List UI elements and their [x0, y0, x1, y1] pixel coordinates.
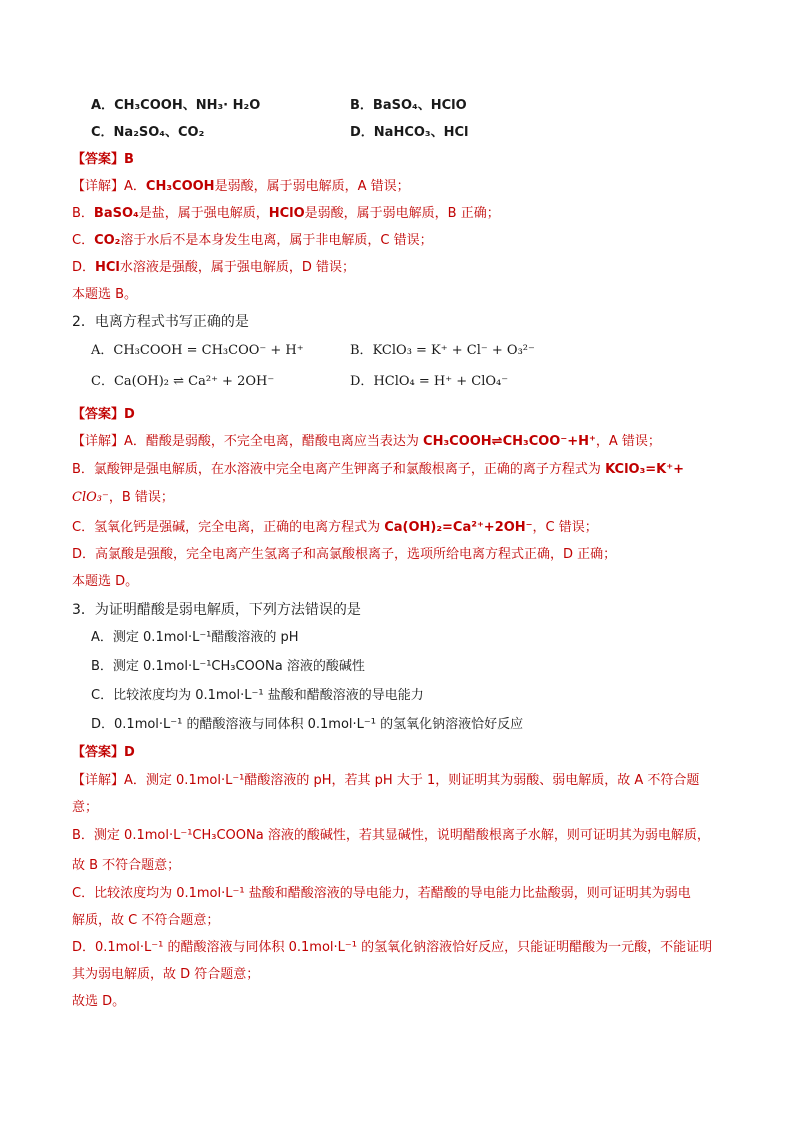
q3-option-c: C．比较浓度均为 0.1mol·L⁻¹ 盐酸和醋酸溶液的导电能力 — [91, 688, 424, 703]
q3-detail-line-2: 意； — [72, 800, 99, 815]
q2-detail-b: B．氯酸钾是强电解质，在水溶液中完全电离产生钾离子和氯酸根离子，正确的离子方程式为 KClO₃=K⁺+ — [72, 462, 685, 477]
q3-detail-line-3: B．测定 0.1mol·L⁻¹CH₃COONa 溶液的酸碱性，若其显碱性，说明醋酸根离子水解，则可证明其为弱电解质， — [72, 828, 710, 843]
q2-detail-c: C．氢氧化钙是强碱，完全电离，正确的电离方程式为 Ca(OH)₂=Ca²⁺+2OH⁻，C 错误； — [72, 520, 598, 535]
q2-option-d: D．HClO₄ = H⁺ + ClO₄⁻ — [350, 374, 509, 389]
q1-answer: 【答案】B — [72, 152, 134, 167]
q1-option-d: D．NaHCO₃、HCl — [350, 125, 469, 140]
q3-detail-line-7: D．0.1mol·L⁻¹ 的醋酸溶液与同体积 0.1mol·L⁻¹ 的氢氧化钠溶液恰好反应，只能证明醋酸为一元酸，不能证明 — [72, 940, 713, 955]
q3-option-a: A．测定 0.1mol·L⁻¹醋酸溶液的 pH — [91, 630, 299, 645]
q1-conclusion: 本题选 B。 — [72, 287, 138, 302]
q1-option-c: C．Na₂SO₄、CO₂ — [91, 125, 205, 140]
q2-option-c: C．Ca(OH)₂ ⇌ Ca²⁺ + 2OH⁻ — [91, 374, 275, 389]
q3-detail-line-6: 解质，故 C 不符合题意； — [72, 913, 220, 928]
q1-detail-c: C．CO₂溶于水后不是本身发生电离，属于非电解质，C 错误； — [72, 233, 433, 248]
q3-detail-line-1: 【详解】A．测定 0.1mol·L⁻¹醋酸溶液的 pH，若其 pH 大于 1，则证明其为弱酸、弱电解质，故 A 不符合题 — [72, 773, 700, 788]
q2-detail-a: 【详解】A．醋酸是弱酸，不完全电离，醋酸电离应当表达为 CH₃COOH⇌CH₃COO⁻+H⁺，A 错误； — [72, 434, 661, 449]
q2-detail-d: D．高氯酸是强酸，完全电离产生氢离子和高氯酸根离子，选项所给电离方程式正确，D 正确； — [72, 547, 617, 562]
q2-conclusion: 本题选 D。 — [72, 574, 139, 589]
q1-option-b: B．BaSO₄、HClO — [350, 98, 467, 113]
q1-detail-d: D．HCl水溶液是强酸，属于强电解质，D 错误； — [72, 260, 356, 275]
q3-option-b: B．测定 0.1mol·L⁻¹CH₃COONa 溶液的酸碱性 — [91, 659, 365, 674]
q3-conclusion: 故选 D。 — [72, 994, 126, 1009]
q3-stem: 3．为证明醋酸是弱电解质，下列方法错误的是 — [72, 602, 361, 618]
q2-option-a: A．CH₃COOH = CH₃COO⁻ + H⁺ — [91, 343, 304, 358]
q2-stem: 2．电离方程式书写正确的是 — [72, 314, 249, 330]
q3-detail-line-4: 故 B 不符合题意； — [72, 858, 181, 873]
q2-answer: 【答案】D — [72, 407, 135, 422]
q3-detail-line-8: 其为弱电解质，故 D 符合题意； — [72, 967, 260, 982]
q3-answer: 【答案】D — [72, 745, 135, 760]
q2-detail-b-cont: ClO₃⁻，B 错误； — [72, 490, 174, 505]
q3-option-d: D．0.1mol·L⁻¹ 的醋酸溶液与同体积 0.1mol·L⁻¹ 的氢氧化钠溶液恰好反应 — [91, 717, 524, 732]
q1-detail-a: 【详解】A．CH₃COOH是弱酸，属于弱电解质，A 错误； — [72, 179, 410, 194]
q1-detail-b: B．BaSO₄是盐，属于强电解质，HClO是弱酸，属于弱电解质，B 正确； — [72, 206, 500, 221]
q3-detail-line-5: C．比较浓度均为 0.1mol·L⁻¹ 盐酸和醋酸溶液的导电能力，若醋酸的导电能力比盐酸弱，则可证明其为弱电 — [72, 886, 691, 901]
q1-option-a: A．CH₃COOH、NH₃· H₂O — [91, 98, 261, 113]
q2-option-b: B．KClO₃ = K⁺ + Cl⁻ + O₃²⁻ — [350, 343, 535, 358]
